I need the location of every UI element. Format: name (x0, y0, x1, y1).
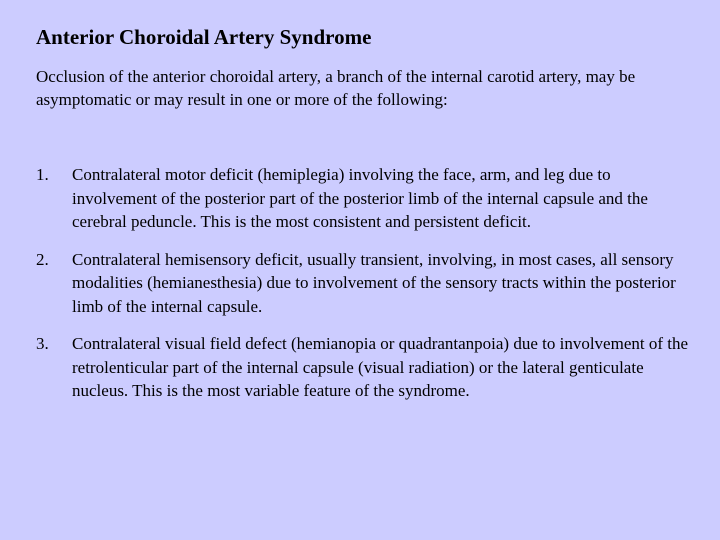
slide-title: Anterior Choroidal Artery Syndrome (36, 25, 372, 49)
list-item-1 (36, 163, 696, 234)
list-item-text: Contralateral hemisensory deficit, usually transient, involving, in most cases, all sensory modalities (hemianesthesia) due to involvement of the sensory tracts within the posterior limb of the internal capsule. (72, 249, 676, 316)
list-item-text: Contralateral motor deficit (hemiplegia) involving the face, arm, and leg due to involvement of the posterior part of the posterior limb of the internal capsule and the cerebral peduncle. This is the most consistent and persistent deficit. (72, 165, 648, 231)
list-item-3 (36, 332, 696, 403)
list-item-text: Contralateral visual field defect (hemianopia or quadrantanpoia) due to involvement of the retrolenticular part of the internal capsule (visual radiation) or the lateral genticulate nucleus. This is the most variable feature of the syndrome. (72, 334, 689, 400)
list-item-number: 2. (36, 249, 49, 269)
list-item-number: 1. (36, 165, 49, 184)
list-item-2 (36, 248, 696, 319)
numbered-list (36, 163, 696, 417)
intro-paragraph: Occlusion of the anterior choroidal artery, a branch of the internal carotid artery, may be asymptomatic or may result in one or more of the following: (36, 67, 636, 109)
list-item-number: 3. (36, 334, 49, 353)
